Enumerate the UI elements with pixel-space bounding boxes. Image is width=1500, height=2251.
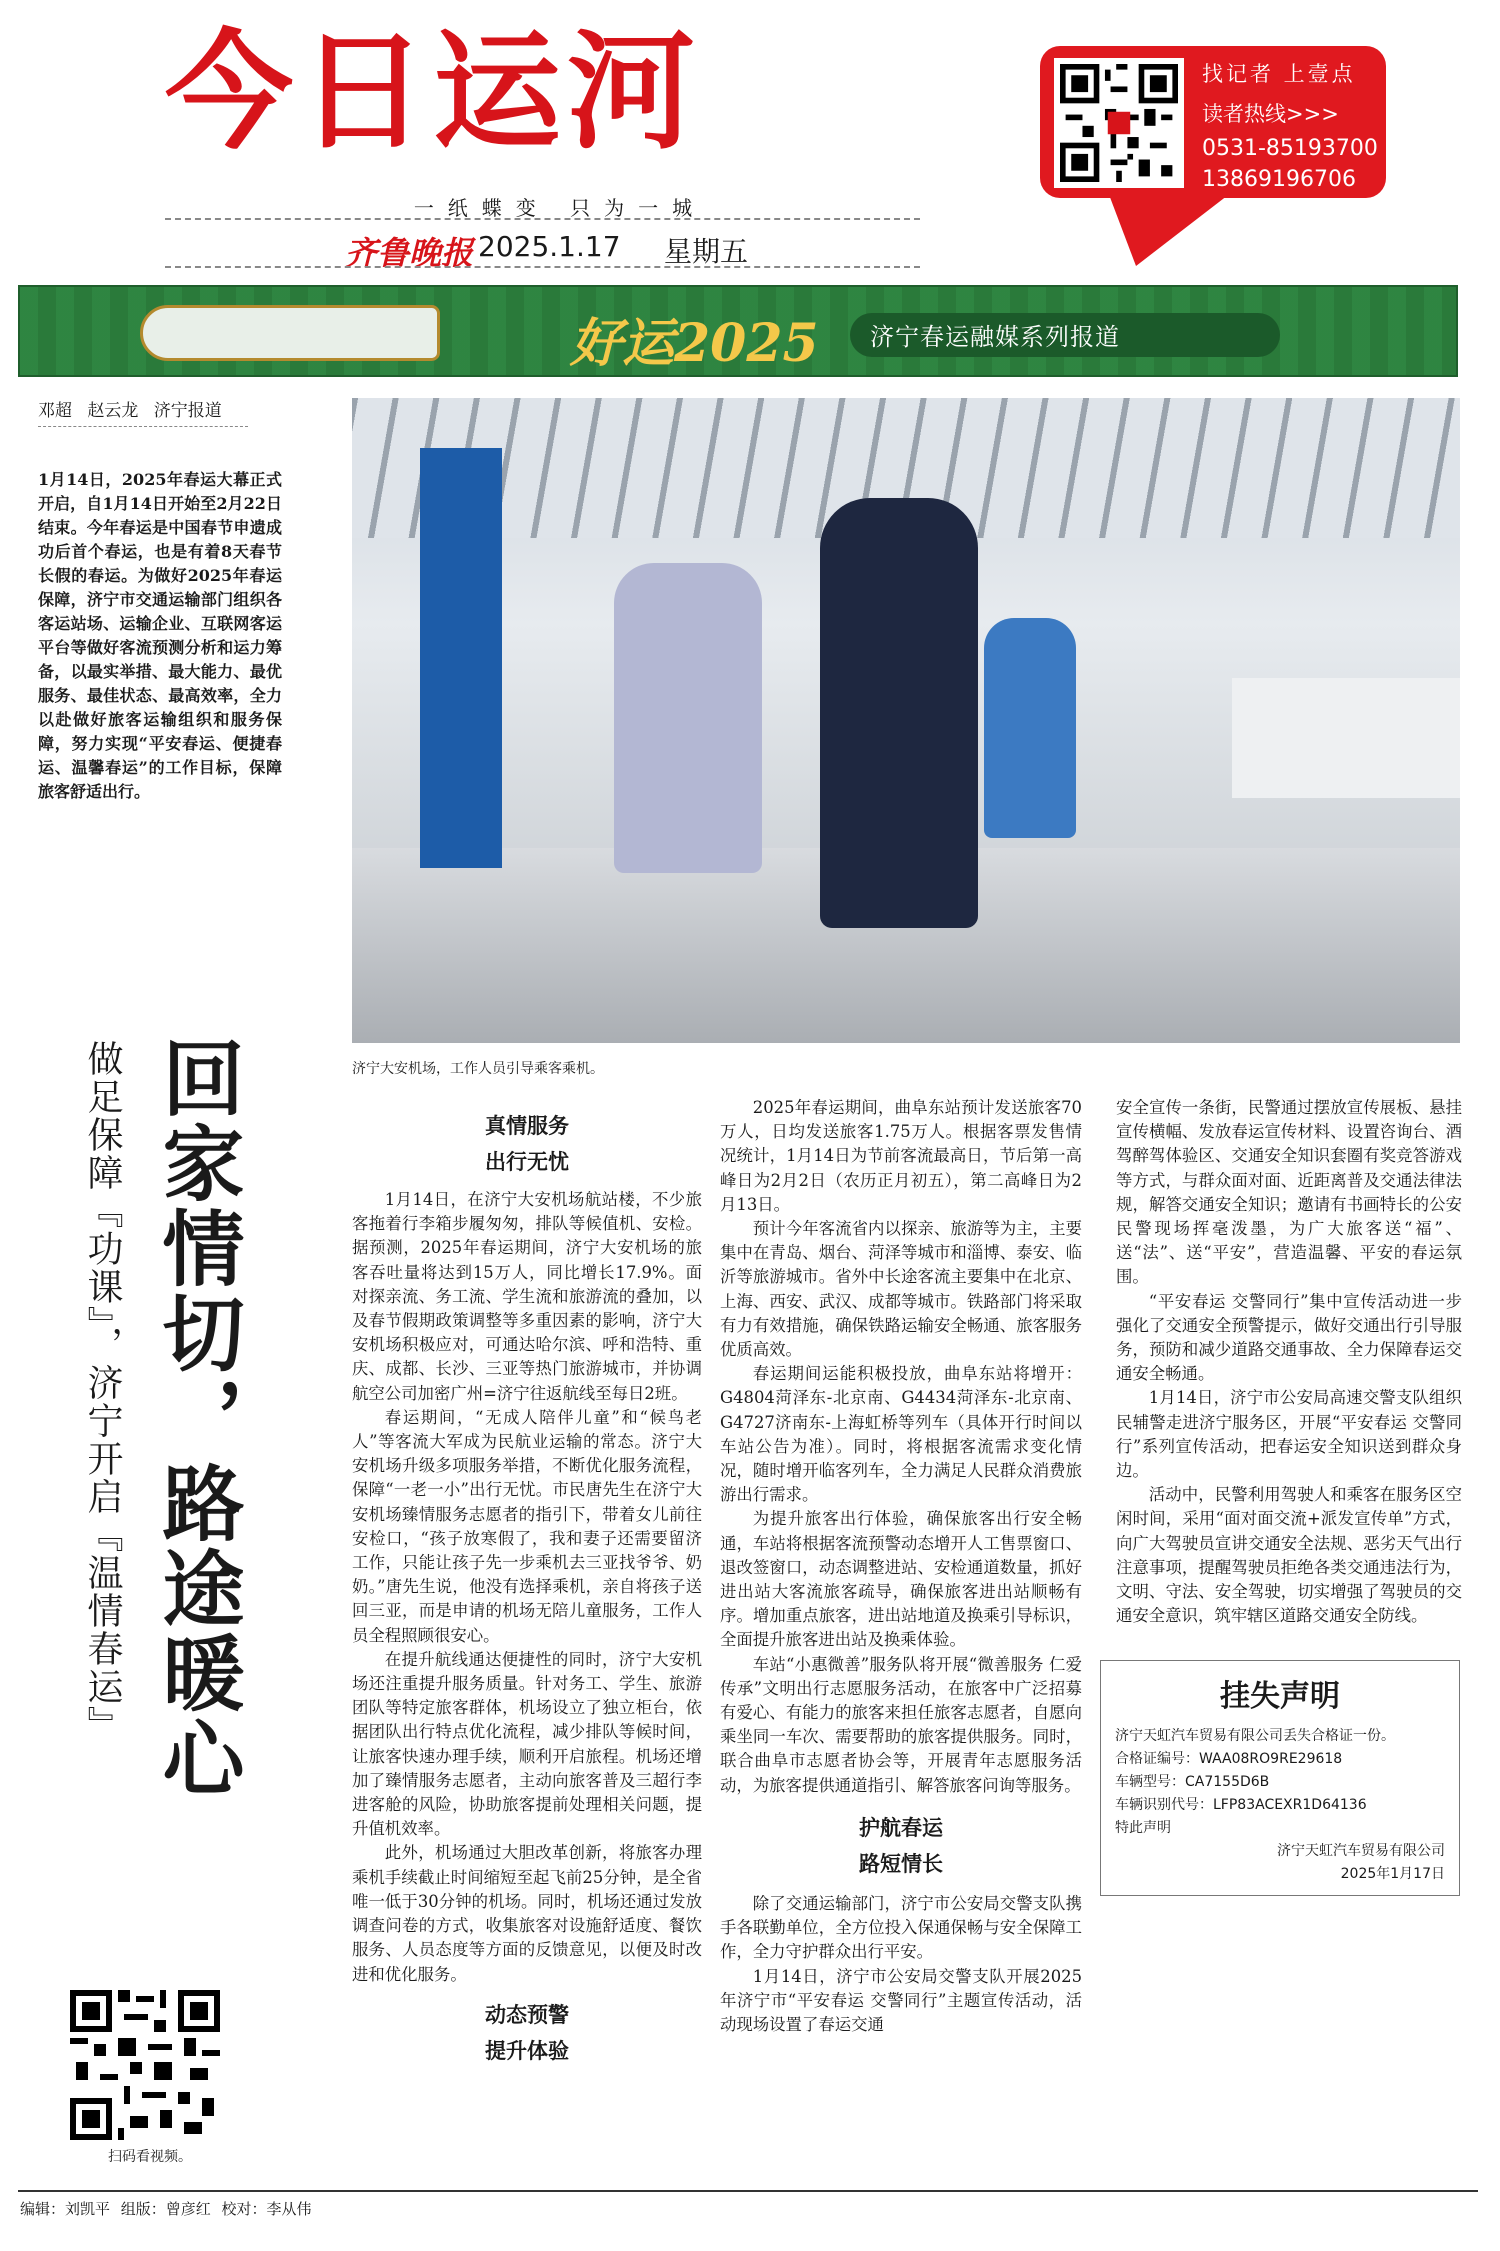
video-qr-graphic (70, 1990, 220, 2140)
notice-date: 2025年1月17日 (1340, 1866, 1445, 1882)
notice-company: 济宁天虹汽车贸易有限公司 (1277, 1843, 1445, 1859)
section-subhead: 动态预警 (485, 2001, 569, 2027)
callout-tail (1108, 192, 1232, 266)
hotline-headline: 找记者 上壹点 (1202, 62, 1356, 86)
headline: 回家情切，路途暖心 (149, 1036, 244, 1801)
notice-line: 合格证编号：WAA08RO9RE29618 (1115, 1751, 1343, 1767)
banner-title: 好运2025 (570, 313, 819, 374)
footer-credits: 编辑：刘凯平 组版：曾彦红 校对：李从伟 (20, 2200, 312, 2218)
notice-line: 车辆识别代号：LFP83ACEXR1D64136 (1115, 1797, 1367, 1813)
photo-boy (984, 618, 1076, 838)
notice-line: 特此声明 (1115, 1820, 1171, 1836)
photo-kiosk (420, 448, 502, 868)
paragraph: 在提升航线通达便捷性的同时，济宁大安机场还注重提升服务质量。针对务工、学生、旅游团队等特定旅客群体，机场设立了独立柜台，依据团队出行特点优化流程，减少排队等候时间，让旅客快速办理手续，顺利开启旅程。机场还增加了臻情服务志愿者，主动向旅客普及三超行李进客舱的风险，协助旅客提前处理相关问题，提升值机效率。 (352, 1649, 702, 1839)
paragraph: 车站“小惠微善”服务队将开展“微善服务 仁爱传承”文明出行志愿服务活动，在旅客中广泛招募有爱心、有能力的旅客来担任旅客志愿者，自愿向乘坐同一车次、需要帮助的旅客提供服务。同时，联合曲阜市志愿者协会等，开展青年志愿服务活动，为旅客提供通道指引、解答旅客问询等服务。 (720, 1654, 1082, 1795)
issue-date: 2025.1.17 (478, 230, 621, 263)
notice-line: 车辆型号：CA7155D6B (1115, 1774, 1270, 1790)
paragraph: 春运期间运能积极投放，曲阜东站将增开：G4804菏泽东-北京南、G4434菏泽东-北京南、G4727济南东-上海虹桥等列车（具体开行时间以车站公告为准）。同时，将根据客流需求变化情况，随时增开临客列车，全力满足人民群众消费旅游出行需求。 (720, 1364, 1082, 1505)
banner-subtitle: 济宁春运融媒系列报道 (870, 323, 1120, 351)
masthead-slogan: 一纸蝶变 只为一城 (413, 196, 707, 220)
section-subhead: 路短情长 (859, 1850, 943, 1876)
section-subhead: 出行无忧 (485, 1149, 569, 1174)
hotline-phone-2[interactable]: 13869196706 (1202, 167, 1356, 192)
qr-code-icon[interactable] (1054, 58, 1184, 188)
section-subhead: 真情服务 (485, 1113, 569, 1138)
paragraph: 2025年春运期间，曲阜东站预计发送旅客70万人，日均发送旅客1.75万人。根据客票发售情况统计，1月14日为节前客流最高日，节后第一高峰日为2月2日（农历正月初五），第二高峰日为2月13日。 (720, 1098, 1082, 1214)
series-banner (18, 285, 1458, 377)
hotline-label: 读者热线>>> (1202, 102, 1339, 126)
article-column-1 (352, 1108, 702, 2069)
news-photo (352, 398, 1460, 1043)
photo-caption: 济宁大安机场，工作人员引导乘客乘机。 (352, 1061, 604, 1077)
paragraph: 除了交通运输部门，济宁市公安局交警支队携手各联勤单位，全方位投入保通保畅与安全保障工作，全力守护群众出行平安。 (720, 1893, 1082, 1962)
paragraph: 预计今年客流省内以探亲、旅游等为主，主要集中在青岛、烟台、菏泽等城市和淄博、泰安、临沂等旅游城市。省外中长途客流主要集中在北京、上海、西安、武汉、成都等城市。铁路部门将采取有力有效措施，确保铁路运输安全畅通、旅客服务优质高效。 (720, 1219, 1082, 1360)
paragraph: 1月14日，济宁市公安局交警支队开展2025年济宁市“平安春运 交警同行”主题宣传活动，活动现场设置了春运交通 (720, 1966, 1082, 2034)
notice-line: 济宁天虹汽车贸易有限公司丢失合格证一份。 (1115, 1728, 1395, 1744)
qr-code-graphic (1060, 64, 1178, 182)
notice-title: 挂失声明 (1220, 1679, 1340, 1714)
byline: 邓超 赵云龙 济宁报道 (38, 401, 222, 421)
paragraph: 为提升旅客出行体验，确保旅客出行安全畅通，车站将根据客流预警动态增开人工售票窗口、退改签窗口，动态调整进站、安检通道数量，抓好进出站大客流旅客疏导，确保旅客进出站顺畅有序。增加重点旅客，进出站地道及换乘引导标识，全面提升旅客进出站及换乘体验。 (720, 1509, 1082, 1650)
loss-notice (1100, 1660, 1460, 1896)
paragraph: 1月14日，在济宁大安机场航站楼，不少旅客拖着行李箱步履匆匆，排队等候值机、安检。据预测，2025年春运期间，济宁大安机场的旅客吞吐量将达到15万人，同比增长17.9%。面对探亲流、务工流、学生流和旅游流的叠加，以及春节假期政策调整等多重因素的影响，济宁大安机场积极应对，可通达哈尔滨、呼和浩特、重庆、成都、长沙、三亚等热门旅游城市，并协调航空公司加密广州=济宁往返航线至每日2班。 (352, 1190, 702, 1403)
subheadline: 做足保障『功课』，济宁开启『温情春运』 (82, 1040, 123, 1744)
hotline-text (1202, 58, 1382, 198)
brand-logo: 齐鲁晚报 (345, 234, 474, 272)
qr-code-icon[interactable] (70, 1990, 220, 2140)
footer-divider (18, 2190, 1478, 2192)
hotline-phone-1[interactable]: 0531-85193700 (1202, 136, 1378, 161)
paragraph: 安全宣传一条街，民警通过摆放宣传展板、悬挂宣传横幅、发放春运宣传材料、设置咨询台、酒驾醉驾体验区、交通安全知识套圈有奖竞答游戏等方式，与群众面对面、近距离普及交通法律法规，解答交通安全知识；邀请有书画特长的公安民警现场挥毫泼墨，为广大旅客送“福”、送“法”、送“平安”，营造温馨、平安的春运氛围。 (1116, 1098, 1462, 1287)
lead-paragraph: 1月14日，2025年春运大幕正式开启，自1月14日开始至2月22日结束。今年春运是中国春节申遗成功后首个春运，也是有着8天春节长假的春运。为做好2025年春运保障，济宁市交通运输部门组织各客运站场、运输企业、互联网客运平台等做好客流预测分析和运力筹备，以最实举措、最大能力、最优服务、最佳状态、最高效率，全力以赴做好旅客运输组织和服务保障，努力实现“平安春运、便捷春运、温馨春运”的工作目标，保障旅客舒适出行。 (38, 470, 282, 801)
masthead-title: 今日运河 (165, 18, 702, 167)
divider (38, 426, 248, 427)
paragraph: “平安春运 交警同行”集中宣传活动进一步强化了交通安全预警提示，做好交通出行引导服务，预防和减少道路交通事故、全力保障春运交通安全畅通。 (1116, 1291, 1462, 1384)
divider (165, 266, 920, 268)
train-icon (140, 305, 440, 361)
section-subhead: 护航春运 (859, 1814, 943, 1840)
section-subhead: 提升体验 (485, 2037, 569, 2063)
photo-staff (820, 498, 978, 928)
photo-child (614, 563, 762, 873)
qr-caption: 扫码看视频。 (108, 2149, 192, 2165)
paragraph: 春运期间，“无成人陪伴儿童”和“候鸟老人”等客流大军成为民航业运输的常态。济宁大安机场升级多项服务举措，不断优化服务流程，保障“一老一小”出行无忧。市民唐先生在济宁大安机场臻情服务志愿者的指引下，带着女儿前往安检口，“孩子放寒假了，我和妻子还需要留济工作，只能让孩子先一步乘机去三亚找爷爷、奶奶。”唐先生说，他没有选择乘机，亲自将孩子送回三亚，而是申请的机场无陪儿童服务，工作人员全程照顾很安心。 (352, 1407, 702, 1645)
divider (165, 218, 920, 220)
article-column-2 (720, 1096, 1082, 2037)
paragraph: 此外，机场通过大胆改革创新，将旅客办理乘机手续截止时间缩短至起飞前25分钟，是全省唯一低于30分钟的机场。同时，机场还通过发放调查问卷的方式，收集旅客对设施舒适度、餐饮服务、人员态度等方面的反馈意见，以便及时改进和优化服务。 (352, 1843, 702, 1984)
paragraph: 活动中，民警利用驾驶人和乘客在服务区空闲时间，采用“面对面交流+派发宣传单”方式，向广大驾驶员宣讲交通安全法规、恶劣天气出行注意事项，提醒驾驶员拒绝各类交通违法行为，文明、守法、安全驾驶，切实增强了驾驶员的交通安全意识，筑牢辖区道路交通安全防线。 (1116, 1485, 1462, 1626)
article-column-3 (1116, 1096, 1462, 1628)
issue-weekday: 星期五 (664, 235, 749, 268)
photo-counter (1232, 678, 1460, 798)
paragraph: 1月14日，济宁市公安局高速交警支队组织民辅警走进济宁服务区，开展“平安春运 交警同行”系列宣传活动，把春运安全知识送到群众身边。 (1116, 1388, 1462, 1481)
